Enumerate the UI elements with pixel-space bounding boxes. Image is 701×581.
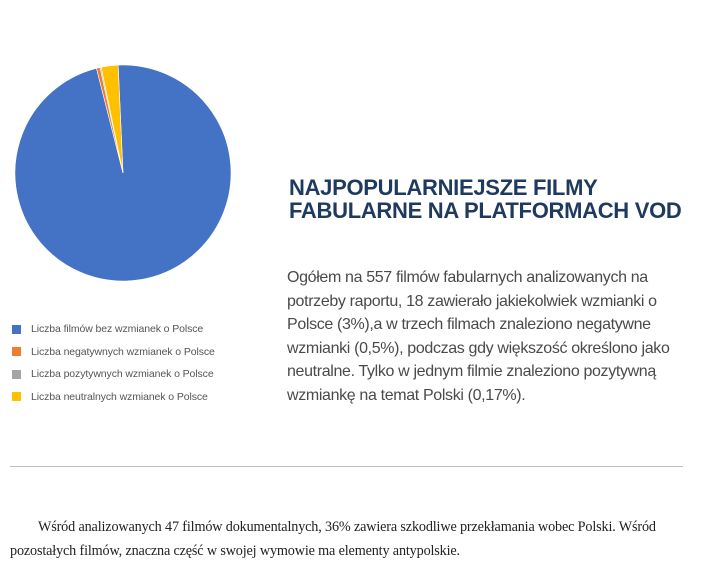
legend-swatch-negative [12,347,21,356]
legend-label: Liczba negatywnych wzmianek o Polsce [31,345,215,358]
legend-label: Liczba pozytywnych wzmianek o Polsce [31,368,214,381]
legend-swatch-no-mentions [12,325,21,334]
section-heading: NAJPOPULARNIEJSZE FILMY FABULARNE NA PLATFORMACH VOD [289,175,682,223]
divider [10,466,683,467]
legend-item [12,318,272,341]
pie-chart [10,60,236,286]
legend-item [12,363,272,386]
legend-swatch-positive [12,370,21,379]
chart-legend [12,318,272,408]
body-paragraph: Ogółem na 557 filmów fabularnych analizowanych na potrzeby raportu, 18 zawierało jakiekolwiek wzmianki o Polsce (3%),a w trzech filmach znaleziono negatywne wzmianki (0,5%), podczas gdy większość określono jako neutralne. Tylko w jednym filmie znaleziono pozytywną wzmiankę na temat Polski (0,17%). [287,269,670,404]
legend-item [12,386,272,409]
legend-label: Liczba neutralnych wzmianek o Polsce [31,390,208,403]
footer-paragraph: Wśród analizowanych 47 filmów dokumentalnych, 36% zawiera szkodliwe przekłamania wobec Polski. Wśród pozostałych filmów, znaczna część w swojej wymowie ma elementy antypolskie. [10,519,656,559]
legend-swatch-neutral [12,392,21,401]
legend-label: Liczba filmów bez wzmianek o Polsce [31,323,204,336]
legend-item [12,341,272,364]
